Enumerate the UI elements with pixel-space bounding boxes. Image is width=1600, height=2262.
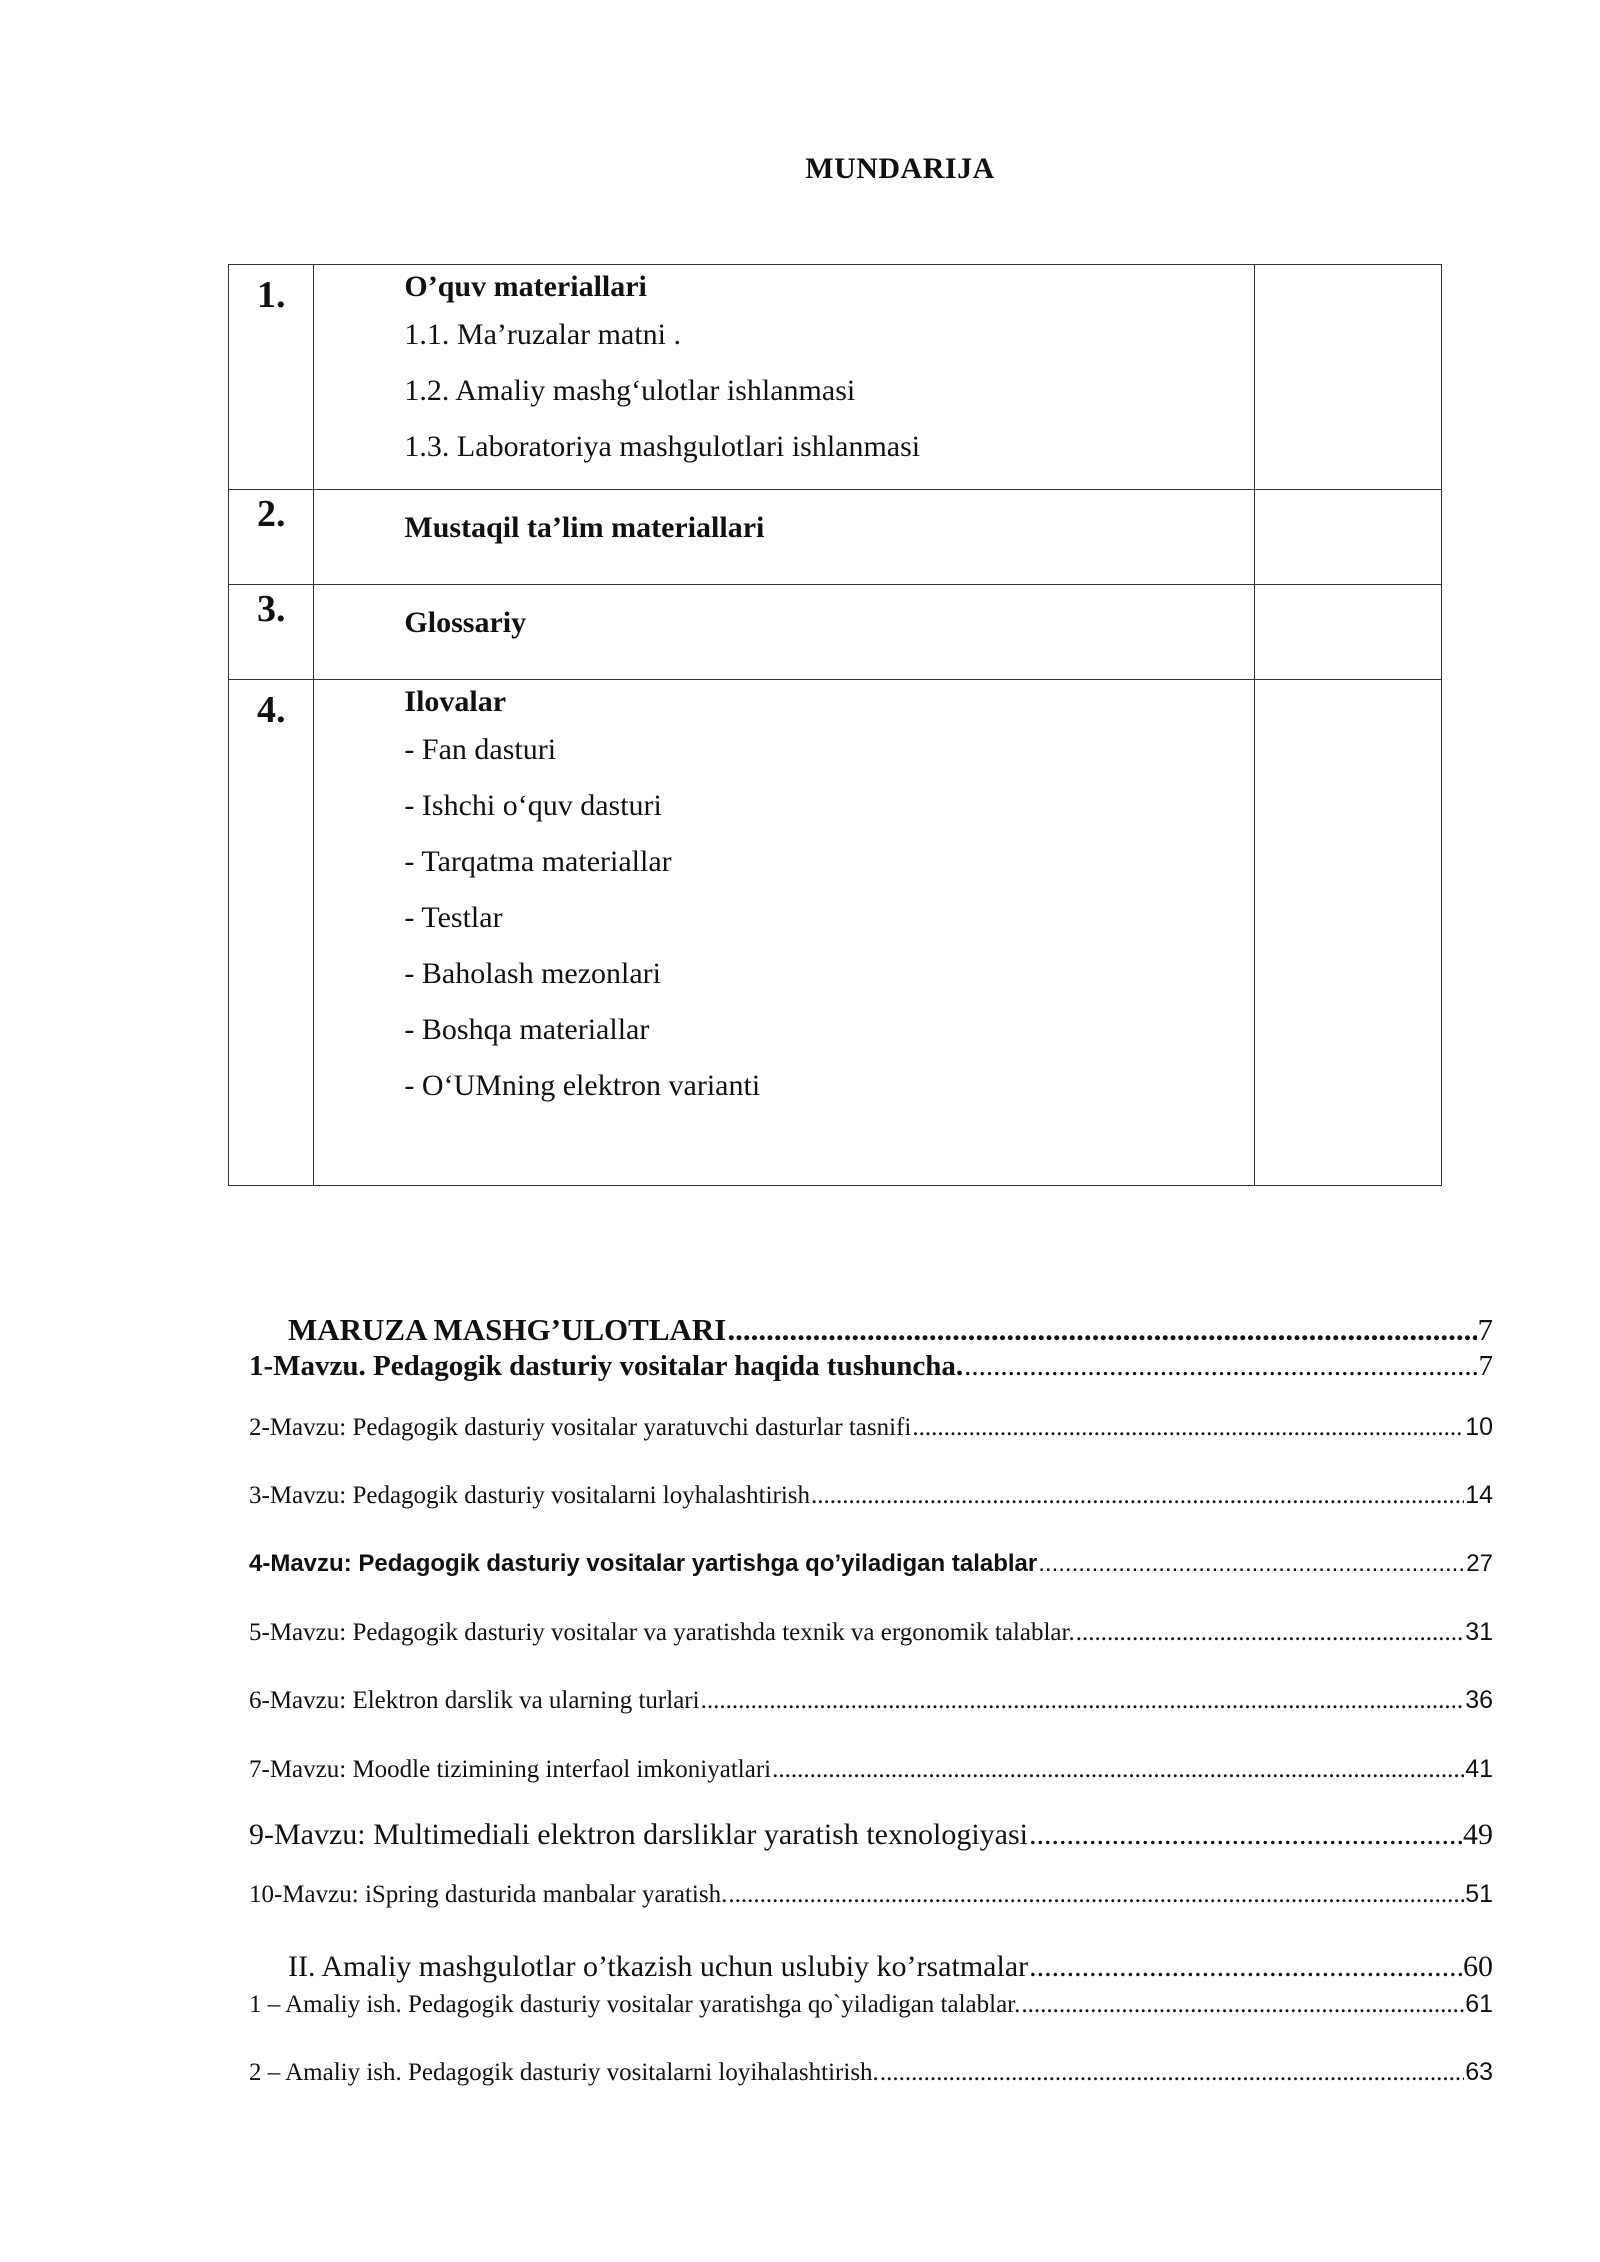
toc-entry-title: 2 – Amaliy ish. Pedagogik dasturiy vositalarni loyihalashtirish. [249,2059,879,2086]
toc-entry[interactable] [249,1413,1493,1442]
row-heading: Mustaqil ta’lim materiallari [404,511,765,544]
row-line: 1.2. Amaliy mashg‘ulotlar ishlanmasi [404,374,856,407]
toc-entry-page: 27 [1466,1550,1493,1577]
toc-entry[interactable] [249,1818,1493,1852]
contents-row [229,680,1442,1186]
row-heading: Glossariy [404,606,527,639]
toc-entry[interactable] [249,1350,1493,1383]
contents-row [229,490,1442,585]
toc-entry-page: 51 [1465,1880,1493,1908]
row-content [314,680,1254,1186]
row-line: - Fan dasturi [404,733,557,766]
document-title: MUNDARIJA [805,152,995,185]
contents-table [228,264,1442,1186]
row-line: - Ishchi o‘quv dasturi [404,789,662,822]
row-line: - Boshqa materiallar [404,1013,650,1046]
row-number: 2. [229,490,314,585]
toc-entry-title: 10-Mavzu: iSpring dasturida manbalar yaratish. [249,1881,728,1908]
row-line: - Baholash mezonlari [404,957,662,990]
toc-entry[interactable] [249,1686,1493,1715]
contents-row [229,265,1442,490]
toc-entry-page: 41 [1465,1755,1493,1783]
toc-entry-page: 49 [1463,1818,1493,1851]
row-line: - Tarqatma materiallar [404,845,672,878]
row-number: 4. [229,680,314,1186]
toc-entry-title: 7-Mavzu: Moodle tizimining interfaol imkoniyatlari [249,1756,772,1783]
toc-entry[interactable] [249,1618,1493,1647]
toc-entry-page: 7 [1477,1312,1493,1347]
toc-entry-title: MARUZA MASHG’ULOTLARI [288,1312,727,1347]
toc-entry-title: 9-Mavzu: Multimediali elektron darsliklar yaratish texnologiyasi [249,1818,1028,1851]
page-cell [1254,265,1441,490]
row-content [314,585,1254,680]
toc-entry-title: 1-Mavzu. Pedagogik dasturiy vositalar haqida tushuncha. [249,1350,964,1382]
toc-entry[interactable] [249,1550,1493,1578]
toc-entry-page: 36 [1465,1686,1493,1714]
row-number: 1. [229,265,314,490]
toc-entry-title: 5-Mavzu: Pedagogik dasturiy vositalar va yaratishda texnik va ergonomik talablar. [249,1619,1075,1646]
page-cell [1254,680,1441,1186]
row-heading: O’quv materiallari [404,270,647,303]
toc-entry-title: II. Amaliy mashgulotlar o’tkazish uchun uslubiy ko’rsatmalar [288,1950,1029,1983]
row-number: 3. [229,585,314,680]
row-line: - Testlar [404,901,503,934]
page-cell [1254,490,1441,585]
toc-entry-page: 31 [1465,1618,1493,1646]
toc-entry-title: 1 – Amaliy ish. Pedagogik dasturiy vositalar yaratishga qo`yiladigan talablar. [249,1991,1021,2018]
toc-entry-title: 6-Mavzu: Elektron darslik va ularning turlari [249,1687,700,1714]
toc-entry-page: 63 [1465,2058,1493,2086]
page-cell [1254,585,1441,680]
toc-entry-page: 60 [1463,1950,1493,1983]
toc-entry-page: 61 [1465,1990,1493,2018]
toc-entry[interactable] [288,1950,1493,1984]
toc-entry-page: 10 [1465,1413,1493,1441]
toc-entry[interactable] [249,1880,1493,1909]
toc-entry-page: 7 [1478,1350,1493,1382]
toc-entry-title: 4-Mavzu: Pedagogik dasturiy vositalar yartishga qo’yiladigan talablar [249,1550,1038,1577]
toc-entry-title: 3-Mavzu: Pedagogik dasturiy vositalarni loyhalashtirish [249,1482,811,1509]
toc-entry[interactable] [249,1990,1493,2019]
row-line: 1.1. Ma’ruzalar matni . [404,318,681,351]
toc-entry[interactable] [288,1312,1493,1348]
toc-entry-title: 2-Mavzu: Pedagogik dasturiy vositalar yaratuvchi dasturlar tasnifi [249,1414,912,1441]
row-line: - O‘UMning elektron varianti [404,1069,761,1102]
row-heading: Ilovalar [404,685,507,718]
contents-row [229,585,1442,680]
row-content [314,265,1254,490]
row-line: 1.3. Laboratoriya mashgulotlari ishlanmasi [404,430,921,463]
toc-entry-page: 14 [1465,1481,1493,1509]
toc-entry[interactable] [249,1481,1493,1510]
row-content [314,490,1254,585]
toc-entry[interactable] [249,2058,1493,2087]
toc-entry[interactable] [249,1755,1493,1784]
